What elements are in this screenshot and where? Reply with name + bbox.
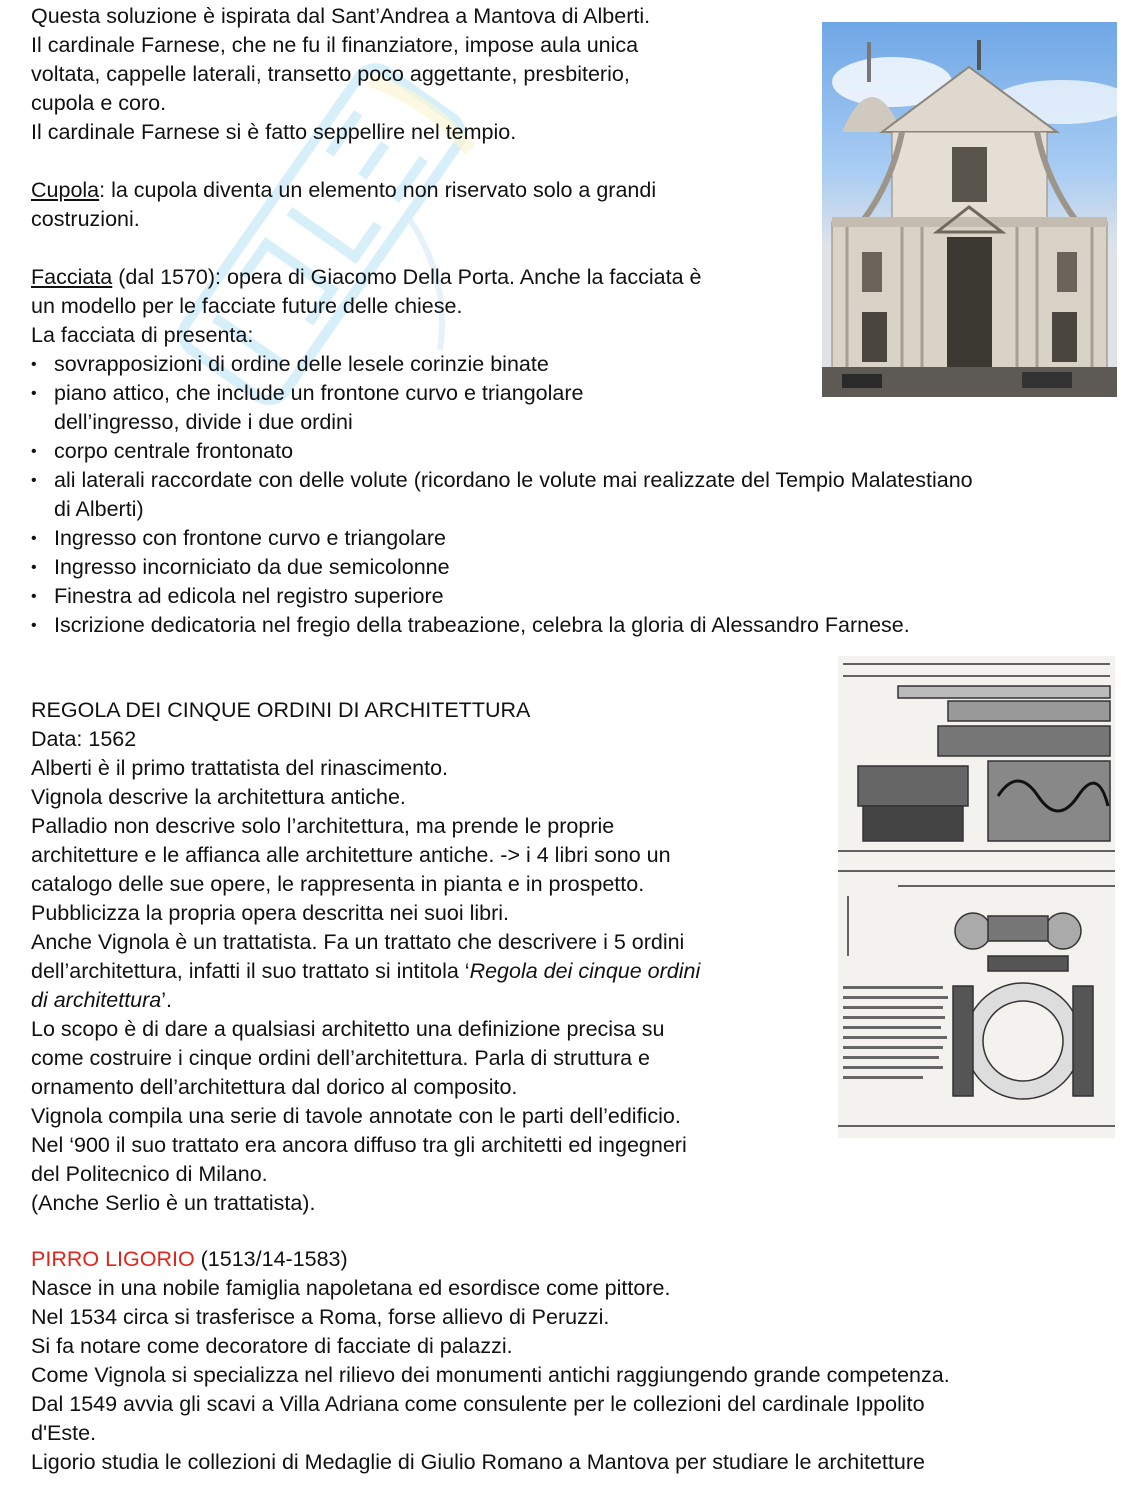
paragraph-line: Nel ‘900 il suo trattato era ancora diffuso tra gli architetti ed ingegneri: [31, 1133, 687, 1157]
paragraph-line: architetture e le affianca alle architetture antiche. -> i 4 libri sono un: [31, 843, 671, 867]
intro-line: cupola e coro.: [31, 91, 167, 115]
list-item: • corpo centrale frontonato: [31, 437, 973, 466]
facciata-text: un modello per le facciate future delle chiese.: [31, 294, 463, 318]
facciata-label: Facciata: [31, 265, 113, 289]
list-item: • Iscrizione dedicatoria nel fregio della trabeazione, celebra la gloria di Alessandro Farnese.: [31, 611, 973, 640]
paragraph-line: Dal 1549 avvia gli scavi a Villa Adriana come consulente per le collezioni del cardinale Ippolito: [31, 1392, 925, 1416]
facciata-text: La facciata di presenta:: [31, 323, 254, 347]
paragraph-line: d'Este.: [31, 1421, 97, 1445]
paragraph-line: catalogo delle sue opere, le rappresenta in pianta e in prospetto.: [31, 872, 645, 896]
treatise-title: di architettura: [31, 988, 162, 1012]
person-name: PIRRO LIGORIO: [31, 1247, 195, 1271]
paragraph-line: Vignola compila una serie di tavole annotate con le parti dell’edificio.: [31, 1104, 681, 1128]
paragraph-line: dell’architettura, infatti il suo trattato si intitola ‘Regola dei cinque ordini: [31, 959, 701, 983]
paragraph-line: ornamento dell’architettura dal dorico al composito.: [31, 1075, 518, 1099]
person-dates: (1513/14-1583): [194, 1247, 348, 1271]
cupola-text: : la cupola diventa un elemento non riservato solo a grandi: [99, 178, 657, 202]
list-item: • ali laterali raccordate con delle volute (ricordano le volute mai realizzate del Tempio Malatestiano di Alberti): [31, 466, 973, 524]
paragraph-line: Vignola descrive la architettura antiche.: [31, 785, 406, 809]
list-item: • sovrapposizioni di ordine delle lesele corinzie binate: [31, 350, 973, 379]
cupola-label: Cupola: [31, 178, 100, 202]
intro-line: voltata, cappelle laterali, transetto poco aggettante, presbiterio,: [31, 62, 630, 86]
paragraph-line: di architettura’.: [31, 988, 173, 1012]
paragraph-line: Palladio non descrive solo l’architettura, ma prende le proprie: [31, 814, 615, 838]
paragraph-line: Anche Vignola è un trattatista. Fa un trattato che descrivere i 5 ordini: [31, 930, 685, 954]
paragraph-line: come costruire i cinque ordini dell’architettura. Parla di struttura e: [31, 1046, 651, 1070]
section-pirro-ligorio: [31, 1245, 950, 1477]
intro-line: Questa soluzione è ispirata dal Sant’Andrea a Mantova di Alberti.: [31, 4, 651, 28]
paragraph-line: Pubblicizza la propria opera descritta nei suoi libri.: [31, 901, 510, 925]
section-title: [31, 1245, 950, 1274]
intro-line: Il cardinale Farnese, che ne fu il finanziatore, impose aula unica: [31, 33, 639, 57]
section-vignola-treatise: [31, 696, 700, 1218]
paragraph-line: Nasce in una nobile famiglia napoletana ed esordisce come pittore.: [31, 1276, 671, 1300]
cupola-text: costruzioni.: [31, 207, 140, 231]
paragraph-line: Lo scopo è di dare a qualsiasi architetto una definizione precisa su: [31, 1017, 665, 1041]
paragraph-line: Si fa notare come decoratore di facciate di palazzi.: [31, 1334, 513, 1358]
facciata-text: (dal 1570): opera di Giacomo Della Porta. Anche la facciata è: [112, 265, 702, 289]
list-item: • Ingresso con frontone curvo e triangolare: [31, 524, 973, 553]
list-item: • Finestra ad edicola nel registro superiore: [31, 582, 973, 611]
list-item: • Ingresso incorniciato da due semicolonne: [31, 553, 973, 582]
list-item: • piano attico, che include un frontone curvo e triangolare dell’ingresso, divide i due ordini: [31, 379, 973, 437]
ionic-order-plate-drawing: [838, 656, 1115, 1138]
paragraph-line: (Anche Serlio è un trattatista).: [31, 1191, 316, 1215]
paragraph-line: Nel 1534 circa si trasferisce a Roma, forse allievo di Peruzzi.: [31, 1305, 610, 1329]
paragraph-line: Data: 1562: [31, 727, 137, 751]
section-title: REGOLA DEI CINQUE ORDINI DI ARCHITETTURA: [31, 698, 531, 722]
paragraph-line: Alberti è il primo trattatista del rinascimento.: [31, 756, 449, 780]
intro-line: Il cardinale Farnese si è fatto seppellire nel tempio.: [31, 120, 517, 144]
gesu-facade-photo: [822, 22, 1117, 397]
paragraph-line: Ligorio studia le collezioni di Medaglie di Giulio Romano a Mantova per studiare le architetture: [31, 1450, 925, 1474]
paragraph-line: del Politecnico di Milano.: [31, 1162, 268, 1186]
treatise-title: Regola dei cinque ordini: [469, 959, 701, 983]
paragraph-line: Come Vignola si specializza nel rilievo dei monumenti antichi raggiungendo grande competenza.: [31, 1363, 950, 1387]
